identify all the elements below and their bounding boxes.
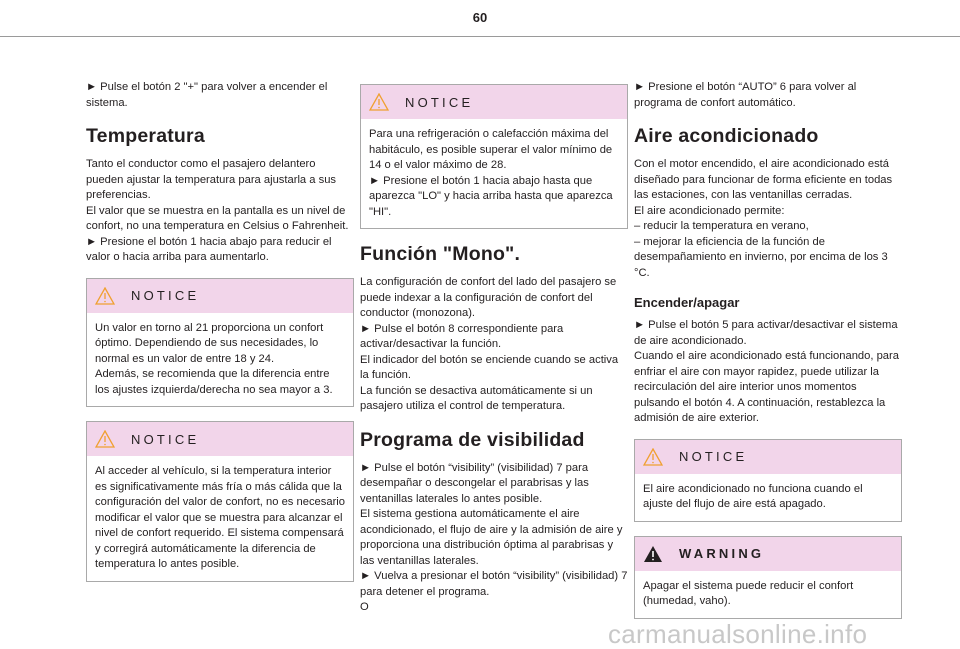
paragraph: ► Pulse el botón 8 correspondiente para activar/desactivar la función.: [360, 322, 564, 350]
warning-label: WARNING: [679, 546, 765, 561]
notice-text: ► Presione el botón 1 hacia abajo hasta que aparezca "LO" y hacia arriba hasta que aparezca "HI".: [369, 174, 613, 218]
paragraph: La configuración de confort del lado del pasajero se puede indexar a la configuración de confort del conductor (monozona).: [360, 276, 617, 319]
paragraph: ► Presione el botón “AUTO” 6 para volver al programa de confort automático.: [634, 81, 857, 109]
warning-filled-icon: [643, 545, 663, 563]
paragraph: Con el motor encendido, el aire acondicionado está diseñado para funcionar de forma eficiente en todas las estaciones, con las ventanillas cerradas.: [634, 158, 893, 201]
paragraph: El valor que se muestra en la pantalla es un nivel de confort, no una temperatura en Celsius o Fahrenheit.: [86, 204, 349, 232]
notice-text: Además, se recomienda que la diferencia entre los ajustes izquierda/derecha no sea mayor a 3.: [95, 368, 333, 396]
notice-box: [86, 421, 354, 582]
column-3: [634, 80, 902, 633]
warning-triangle-icon: [369, 93, 389, 111]
header-rule: [0, 36, 960, 37]
notice-label: NOTICE: [131, 288, 200, 303]
warning-text: Apagar el sistema puede reducir el confort (humedad, vaho).: [643, 579, 854, 607]
warning-header: [635, 537, 901, 571]
column-1: [86, 80, 354, 596]
paragraph: La función se desactiva automáticamente si un pasajero utiliza el control de temperatura.: [360, 384, 593, 412]
paragraph: ► Pulse el botón “visibility” (visibilidad) 7 para desempañar o descongelar el parabrisas y las ventanillas laterales lo antes posible.: [360, 461, 589, 505]
notice-text: Al acceder al vehículo, si la temperatura interior es significativamente más fría o más cálida que la configuración del valor de confort, no es necesario modificar el valor que se muestra para alcanzar el nivel de confort requerido. El sistema compensará y corregirá automáticamente la diferencia de temperatura lo antes posible.: [95, 465, 346, 570]
paragraph: ► Vuelva a presionar el botón “visibility” (visibilidad) 7 para detener el programa.: [360, 570, 628, 598]
notice-header: [361, 85, 627, 119]
heading-temperatura: Temperatura: [86, 125, 205, 147]
warning-triangle-icon: [95, 287, 115, 305]
paragraph: Tanto el conductor como el pasajero delantero pueden ajustar la temperatura para ajustarla a sus preferencias.: [86, 158, 337, 201]
notice-label: NOTICE: [131, 431, 200, 447]
paragraph: ► Pulse el botón 5 para activar/desactivar el sistema de aire acondicionado.: [634, 319, 898, 347]
warning-triangle-icon: [95, 430, 115, 448]
page-number: 60: [472, 10, 488, 25]
warning-box: [634, 536, 902, 619]
paragraph: ► Presione el botón 1 hacia abajo para reducir el valor o hacia arriba para aumentarlo.: [86, 235, 332, 263]
notice-box: [360, 84, 628, 229]
notice-label: NOTICE: [679, 449, 748, 464]
heading-visibilidad: Programa de visibilidad: [360, 428, 585, 451]
paragraph: El indicador del botón se enciende cuando se activa la función.: [360, 353, 619, 381]
paragraph: El sistema gestiona automáticamente el aire acondicionado, el flujo de aire y la admisión de aire y proporciona una distribución óptima al parabrisas y las ventanillas laterales.: [360, 508, 623, 567]
paragraph: El aire acondicionado permite:: [634, 204, 785, 217]
heading-aire-acondicionado: Aire acondicionado: [634, 125, 819, 147]
heading-mono: Función "Mono".: [360, 243, 521, 265]
notice-box: [86, 278, 354, 408]
notice-text: Para una refrigeración o calefacción máxima del habitáculo, es posible superar el valor mínimo de 14 o el valor máximo de 28.: [369, 128, 613, 171]
notice-text: El aire acondicionado no funciona cuando el ajuste del flujo de aire está apagado.: [643, 482, 863, 510]
warning-triangle-icon: [643, 448, 663, 466]
paragraph: – mejorar la eficiencia de la función de desempañamiento en invierno, por encima de los 3 °C.: [634, 235, 888, 279]
notice-label: NOTICE: [405, 94, 474, 110]
notice-header: [635, 440, 901, 474]
watermark: carmanualsonline.info: [608, 619, 868, 649]
paragraph: – reducir la temperatura en verano,: [634, 220, 809, 232]
column-2: [360, 72, 628, 616]
heading-encender-apagar: Encender/apagar: [634, 295, 740, 310]
paragraph: ► Pulse el botón 2 "+" para volver a encender el sistema.: [86, 81, 328, 109]
paragraph: Cuando el aire acondicionado está funcionando, para enfriar el aire con mayor rapidez, puede utilizar la recirculación del aire interior unos momentos pulsando el botón 4. A continuación, restablezca la admisión de aire exterior.: [634, 350, 899, 424]
paragraph: O: [360, 601, 369, 613]
notice-header: [87, 422, 353, 456]
notice-box: [634, 439, 902, 522]
notice-header: [87, 279, 353, 313]
notice-text: Un valor en torno al 21 proporciona un confort óptimo. Dependiendo de sus necesidades, lo normal es un valor de entre 18 y 24.: [95, 321, 324, 365]
